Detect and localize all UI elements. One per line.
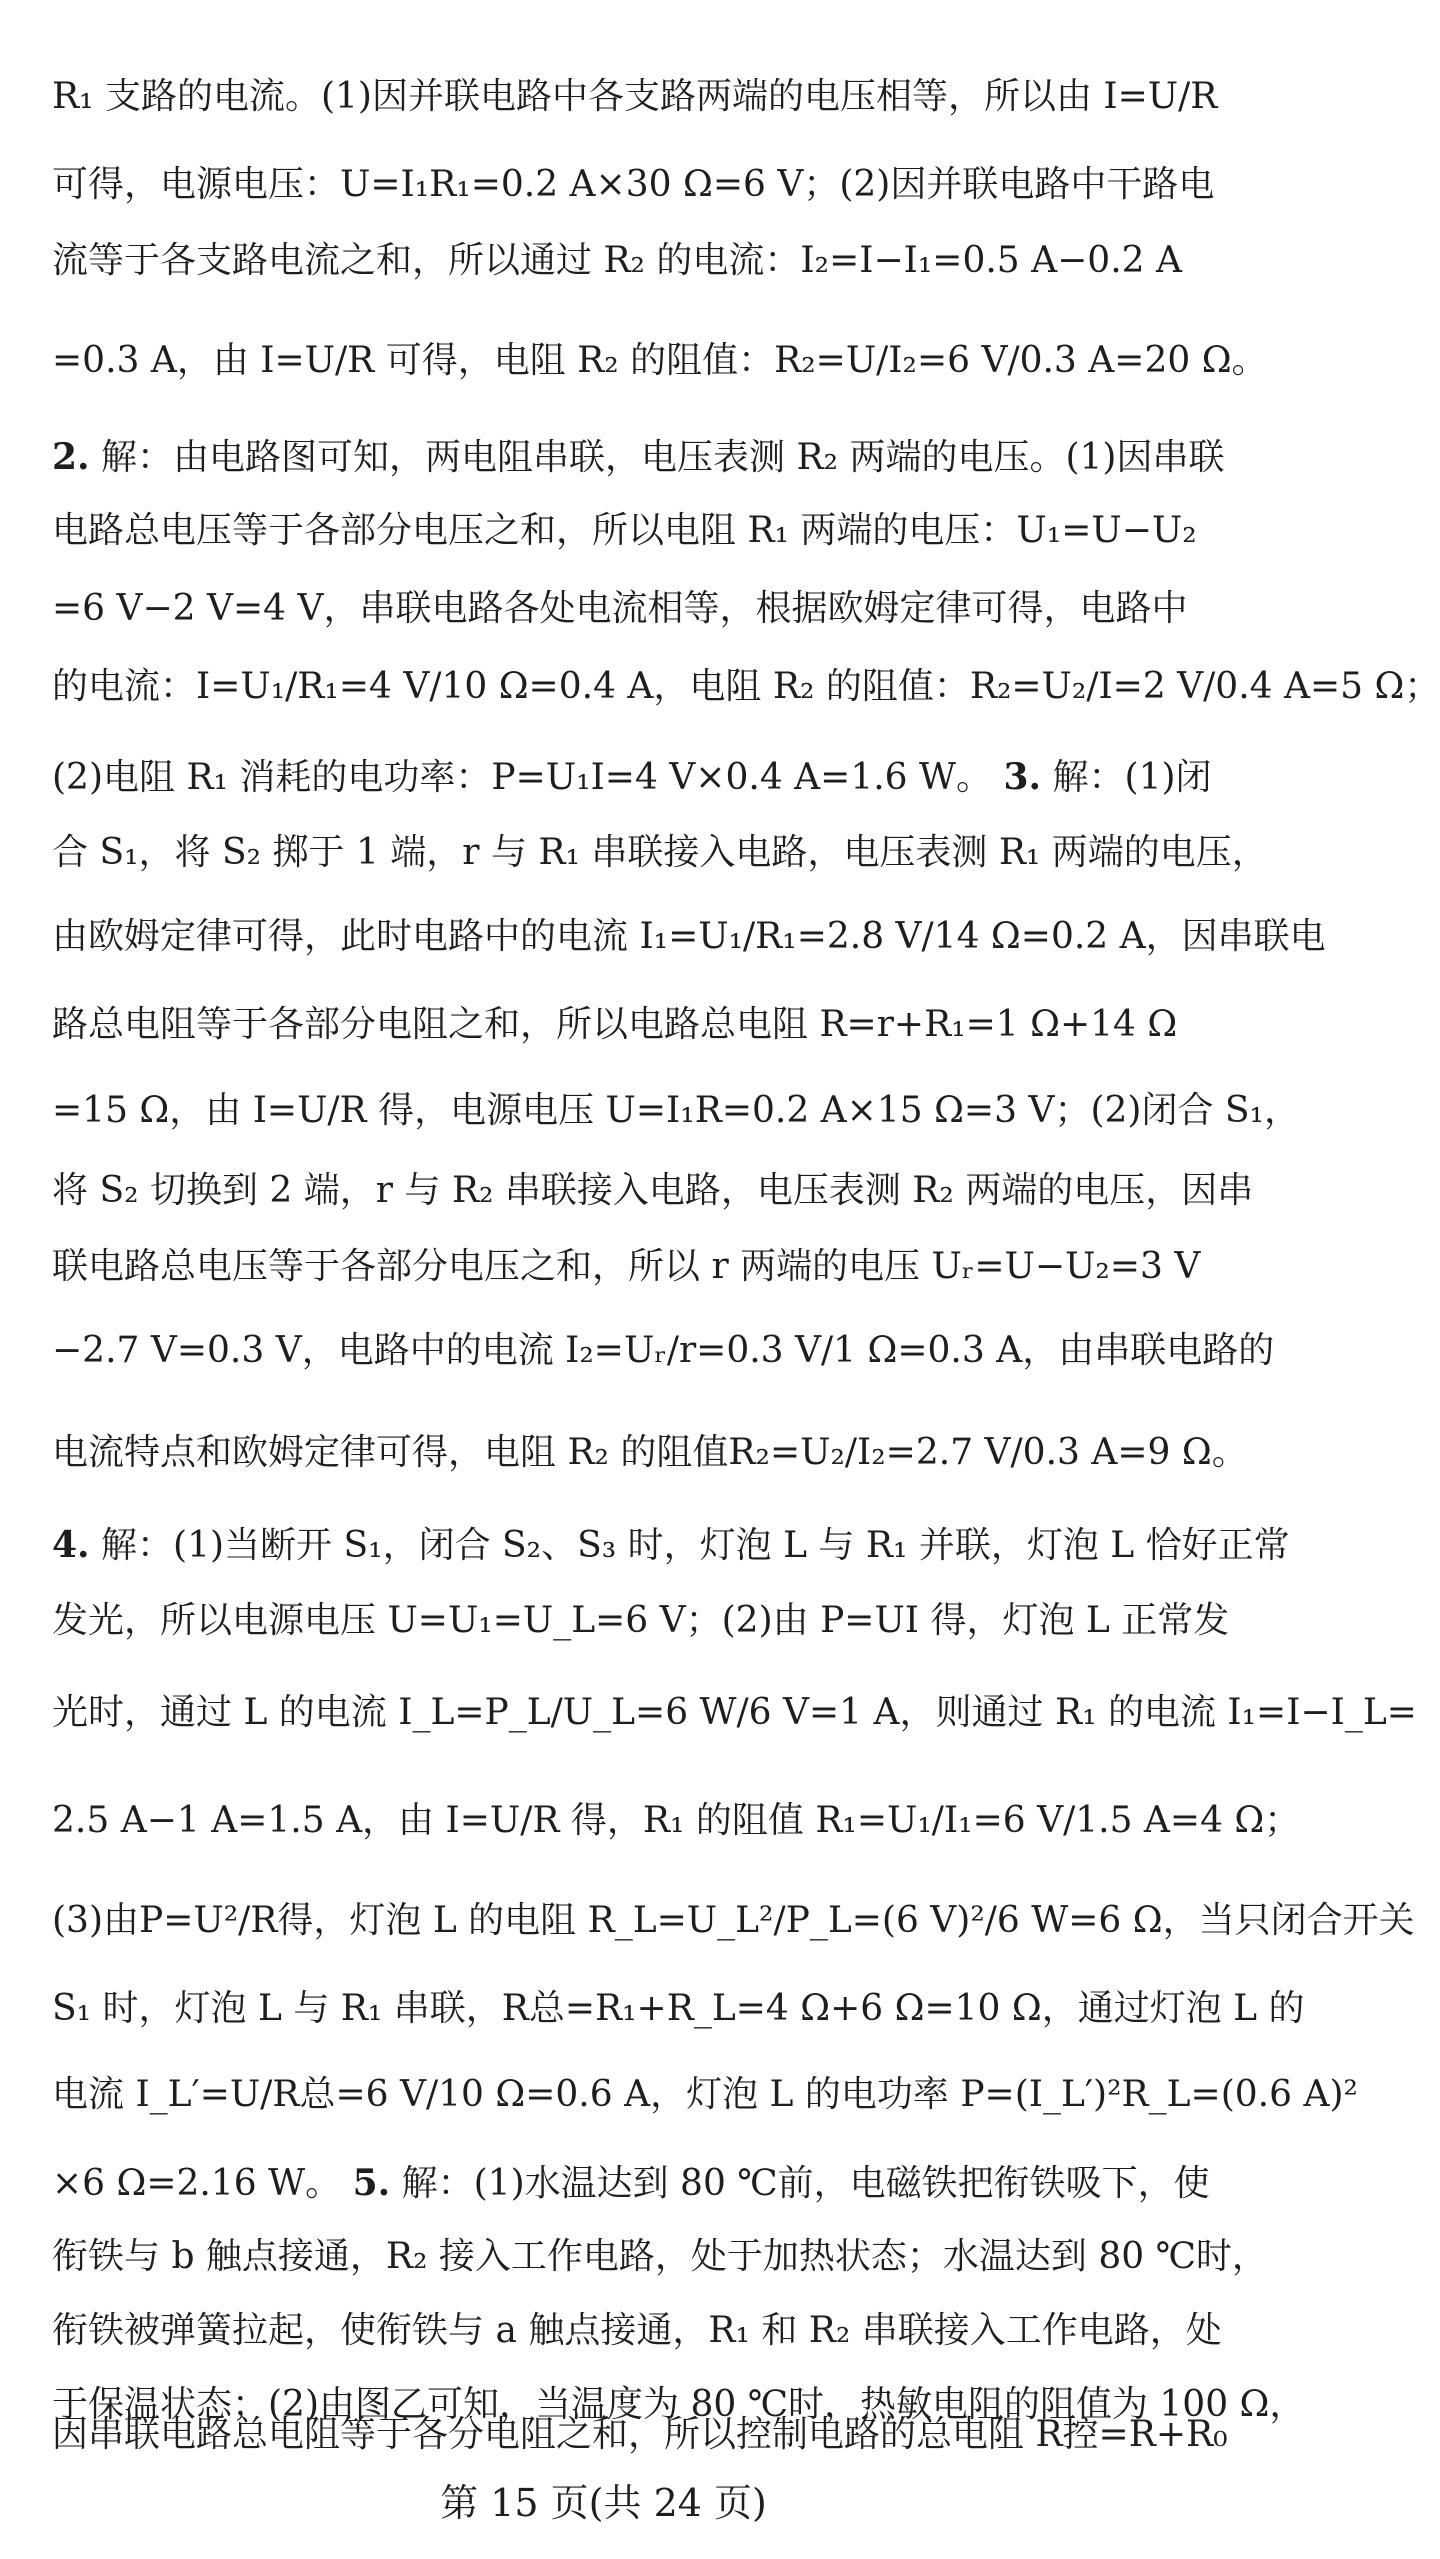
text-line: 衔铁与 b 触点接通，R₂ 接入工作电路，处于加热状态；水温达到 80 ℃时， [52, 2236, 1268, 2277]
text-line: 于保温状态；(2)由图乙可知，当温度为 80 ℃时，热敏电阻的阻值为 100 Ω， [52, 2384, 1306, 2425]
text-line: −2.7 V=0.3 V，电路中的电流 I₂=Uᵣ/r=0.3 V/1 Ω=0.3 A，由串联电路的 [52, 1330, 1275, 1371]
text-line: ×6 Ω=2.16 W。 5. 解：(1)水温达到 80 ℃前，电磁铁把衔铁吸下，使 [52, 2162, 1210, 2204]
text-line: =6 V−2 V=4 V，串联电路各处电流相等，根据欧姆定律可得，电路中 [52, 588, 1188, 629]
text-line: 电路总电压等于各部分电压之和，所以电阻 R₁ 两端的电压：U₁=U−U₂ [52, 510, 1197, 551]
text-line: (2)电阻 R₁ 消耗的电功率：P=U₁I=4 V×0.4 A=1.6 W。 3. 解：(1)闭 [52, 756, 1212, 798]
text-line: 路总电阻等于各部分电阻之和，所以电路总电阻 R=r+R₁=1 Ω+14 Ω [52, 1004, 1178, 1045]
text-line: 发光，所以电源电压 U=U₁=U_L=6 V；(2)由 P=UI 得，灯泡 L 正常发 [52, 1600, 1230, 1641]
text-line: 的电流：I=U₁/R₁=4 V/10 Ω=0.4 A，电阻 R₂ 的阻值：R₂=U₂/I=2 V/0.4 A=5 Ω； [52, 666, 1440, 707]
text-line: 2.5 A−1 A=1.5 A，由 I=U/R 得，R₁ 的阻值 R₁=U₁/I₁=6 V/1.5 A=4 Ω； [52, 1800, 1301, 1841]
text-line: 因串联电路总电阻等于各分电阻之和，所以控制电路的总电阻 R控=R+R₀ [52, 2414, 1228, 2455]
text-line: =0.3 A，由 I=U/R 可得，电阻 R₂ 的阻值：R₂=U/I₂=6 V/0.3 A=20 Ω。 [52, 340, 1268, 381]
text-line: 电流特点和欧姆定律可得，电阻 R₂ 的阻值R₂=U₂/I₂=2.7 V/0.3 A=9 Ω。 [52, 1432, 1248, 1473]
text-line: R₁ 支路的电流。(1)因并联电路中各支路两端的电压相等，所以由 I=U/R [52, 76, 1218, 117]
text-line: 2. 解：由电路图可知，两电阻串联，电压表测 R₂ 两端的电压。(1)因串联 [52, 436, 1225, 478]
text-line: 可得，电源电压：U=I₁R₁=0.2 A×30 Ω=6 V；(2)因并联电路中干路电 [52, 164, 1215, 205]
text-line: 将 S₂ 切换到 2 端，r 与 R₂ 串联接入电路，电压表测 R₂ 两端的电压，因串 [52, 1170, 1254, 1211]
text-line: =15 Ω，由 I=U/R 得，电源电压 U=I₁R=0.2 A×15 Ω=3 V；(2)闭合 S₁， [52, 1090, 1300, 1131]
text-line: S₁ 时，灯泡 L 与 R₁ 串联，R总=R₁+R_L=4 Ω+6 Ω=10 Ω，通过灯泡 L 的 [52, 1988, 1305, 2029]
text-line: 电流 I_L′=U/R总=6 V/10 Ω=0.6 A，灯泡 L 的电功率 P=(I_L′)²R_L=(0.6 A)² [52, 2074, 1358, 2115]
text-line: 光时，通过 L 的电流 I_L=P_L/U_L=6 W/6 V=1 A，则通过 R₁ 的电流 I₁=I−I_L= [52, 1692, 1417, 1733]
page-footer: 第 15 页(共 24 页) [440, 2481, 767, 2525]
text-line: 4. 解：(1)当断开 S₁，闭合 S₂、S₃ 时，灯泡 L 与 R₁ 并联，灯泡 L 恰好正常 [52, 1524, 1290, 1566]
text-line: (3)由P=U²/R得，灯泡 L 的电阻 R_L=U_L²/P_L=(6 V)²/6 W=6 Ω，当只闭合开关 [52, 1900, 1415, 1941]
text-line: 流等于各支路电流之和，所以通过 R₂ 的电流：I₂=I−I₁=0.5 A−0.2 A [52, 240, 1182, 281]
text-line: 合 S₁，将 S₂ 掷于 1 端，r 与 R₁ 串联接入电路，电压表测 R₁ 两端的电压， [52, 832, 1268, 873]
text-line: 衔铁被弹簧拉起，使衔铁与 a 触点接通，R₁ 和 R₂ 串联接入工作电路，处 [52, 2310, 1222, 2351]
text-line: 联电路总电压等于各部分电压之和，所以 r 两端的电压 Uᵣ=U−U₂=3 V [52, 1246, 1201, 1287]
text-line: 由欧姆定律可得，此时电路中的电流 I₁=U₁/R₁=2.8 V/14 Ω=0.2 A，因串联电 [52, 916, 1326, 957]
